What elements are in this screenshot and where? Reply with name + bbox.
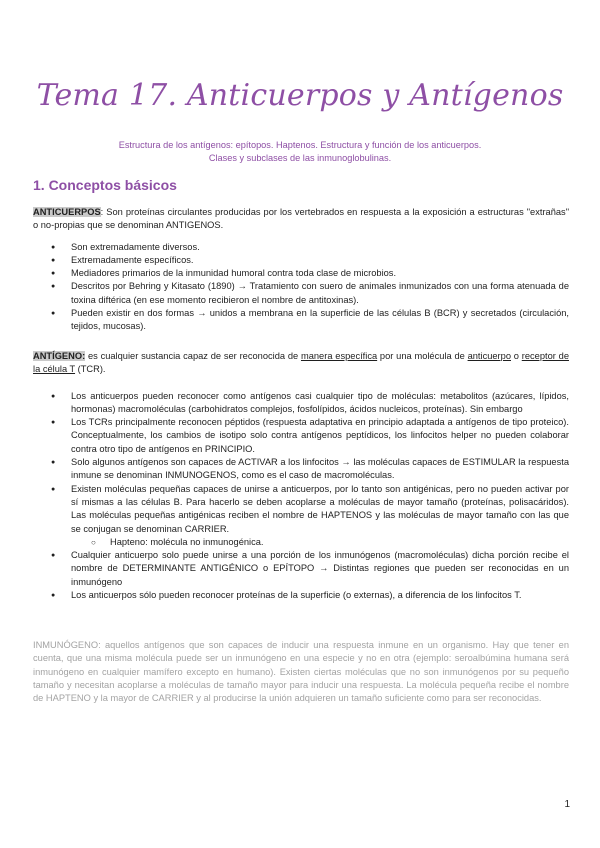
list-item: ● Los anticuerpos pueden reconocer como antígenos casi cualquier tipo de moléculas: metabolitos (azúcares, lípidos, hormonas) macromoléculas (carbohidratos complejos, fosfolípidos, ácidos nucleicos, proteínas). Sin embargo xyxy=(33,390,569,417)
section-heading: 1. Conceptos básicos xyxy=(33,177,177,193)
antigeno-def-text: o xyxy=(511,351,522,361)
antigeno-def-text: es cualquier sustancia capaz de ser reconocida de xyxy=(85,351,301,361)
antigeno-sub-list xyxy=(33,536,569,549)
list-item: ● Pueden existir en dos formas → unidos a membrana en la superficie de las células B (BCR) y secretados (circulación, tejidos, mucosas). xyxy=(33,307,569,334)
list-item: ● Son extremadamente diversos. xyxy=(33,241,569,254)
antigeno-definition xyxy=(33,350,569,377)
antigeno-term: ANTÍGENO: xyxy=(33,351,86,361)
anticuerpos-list xyxy=(33,241,569,334)
antigeno-def-underline: manera específica xyxy=(300,351,378,361)
anticuerpos-definition xyxy=(33,206,569,233)
antigeno-def-underline: anticuerpo xyxy=(467,351,511,361)
subtitle-line-2: Clases y subclases de las inmunoglobulinas. xyxy=(208,152,392,163)
antigeno-def-text: (TCR). xyxy=(75,364,106,375)
inmunogeno-block xyxy=(33,639,569,705)
list-item: ● Descritos por Behring y Kitasato (1890) → Tratamiento con suero de animales inmunizados con una forma atenuada de toxina diftérica (en ese momento recibieron el nombre de antitoxinas). xyxy=(33,280,569,307)
sub-list-item: ○ Hapteno: molécula no inmunogénica. xyxy=(33,536,569,549)
inmunogeno-paragraph: INMUNÓGENO: aquellos antígenos que son capaces de inducir una respuesta inmune en un organismo. Hay que tener en cuenta, que una misma molécula puede ser un inmunógeno en una especie y no en otra (ejemplo: seroalbúmina humana será inmunógeno en cualquier mamífero excepto en humano). Existen ciertas moléculas que no son inmunógenos por su pequeño tamaño y necesitan acoplarse a moléculas de tamaño mayor para inducir una respuesta. La molécula pequeña recibe el nombre de HAPTENO y la mayor de CARRIER y al producirse la unión adquieren un tamaño suficiente como para ser reconocidas. xyxy=(33,640,569,704)
subtitle-line-1: Estructura de los antígenos: epítopos. Haptenos. Estructura y función de los anticuerpos. xyxy=(118,140,482,150)
list-item: ● Cualquier anticuerpo solo puede unirse a una porción de los inmunógenos (macromoléculas) dicha porción recibe el nombre de DETERMINANTE ANTIGÉNICO o EPÍTOPO → Distintas regiones que pueden ser reconocidas en un inmunógeno xyxy=(33,549,569,589)
anticuerpos-definition-text: : Son proteínas circulantes producidas por los vertebrados en respuesta a la exposición a estructuras "extrañas" o no-propias que se denominan ANTIGENOS. xyxy=(33,207,569,231)
list-item: ● Los anticuerpos sólo pueden reconocer proteínas de la superficie (o externas), a diferencia de los linfocitos T. xyxy=(33,589,569,602)
list-item: ● Existen moléculas pequeñas capaces de unirse a anticuerpos, por lo tanto son antigénicas, pero no pueden activar por sí mismas a las células B. Para hacerlo se deben acoplarse a moléculas de mayor tamaño (proteínas, polisacáridos). Las moléculas pequeñas antigénicas reciben el nombre de HAPTENOS y las moléculas de mayor tamaño con las que se conjugan se denominan CARRIER. xyxy=(33,483,569,536)
antigeno-list xyxy=(33,390,569,536)
list-item: ● Los TCRs principalmente reconocen péptidos (respuesta adaptativa en principio adaptada a antígenos de tipo proteico). Conceptualmente, los cambios de isotipo solo contra antígenos peptídicos, los linfocitos helper no pueden colaborar contra otro tipo de antígenos en PRINCIPIO. xyxy=(33,416,569,456)
antigeno-block xyxy=(33,350,569,602)
list-item: ● Extremadamente específicos. xyxy=(33,254,569,267)
anticuerpos-term: ANTICUERPOS xyxy=(33,207,101,217)
page-title: Tema 17. Anticuerpos y Antígenos xyxy=(36,78,564,113)
page-subtitle xyxy=(40,139,560,164)
page-number: 1 xyxy=(564,799,570,810)
anticuerpos-block xyxy=(33,206,569,334)
list-item: ● Solo algunos antígenos son capaces de ACTIVAR a los linfocitos → las moléculas capaces de ESTIMULAR la respuesta inmune se denominan INMUNOGENOS, como es el caso de macromoléculas. xyxy=(33,456,569,483)
list-item: ● Mediadores primarios de la inmunidad humoral contra toda clase de microbios. xyxy=(33,267,569,280)
antigeno-def-text: por una molécula de xyxy=(377,351,468,361)
antigeno-def-underline: receptor de la célula T xyxy=(33,351,569,375)
antigeno-list-continued xyxy=(33,549,569,602)
